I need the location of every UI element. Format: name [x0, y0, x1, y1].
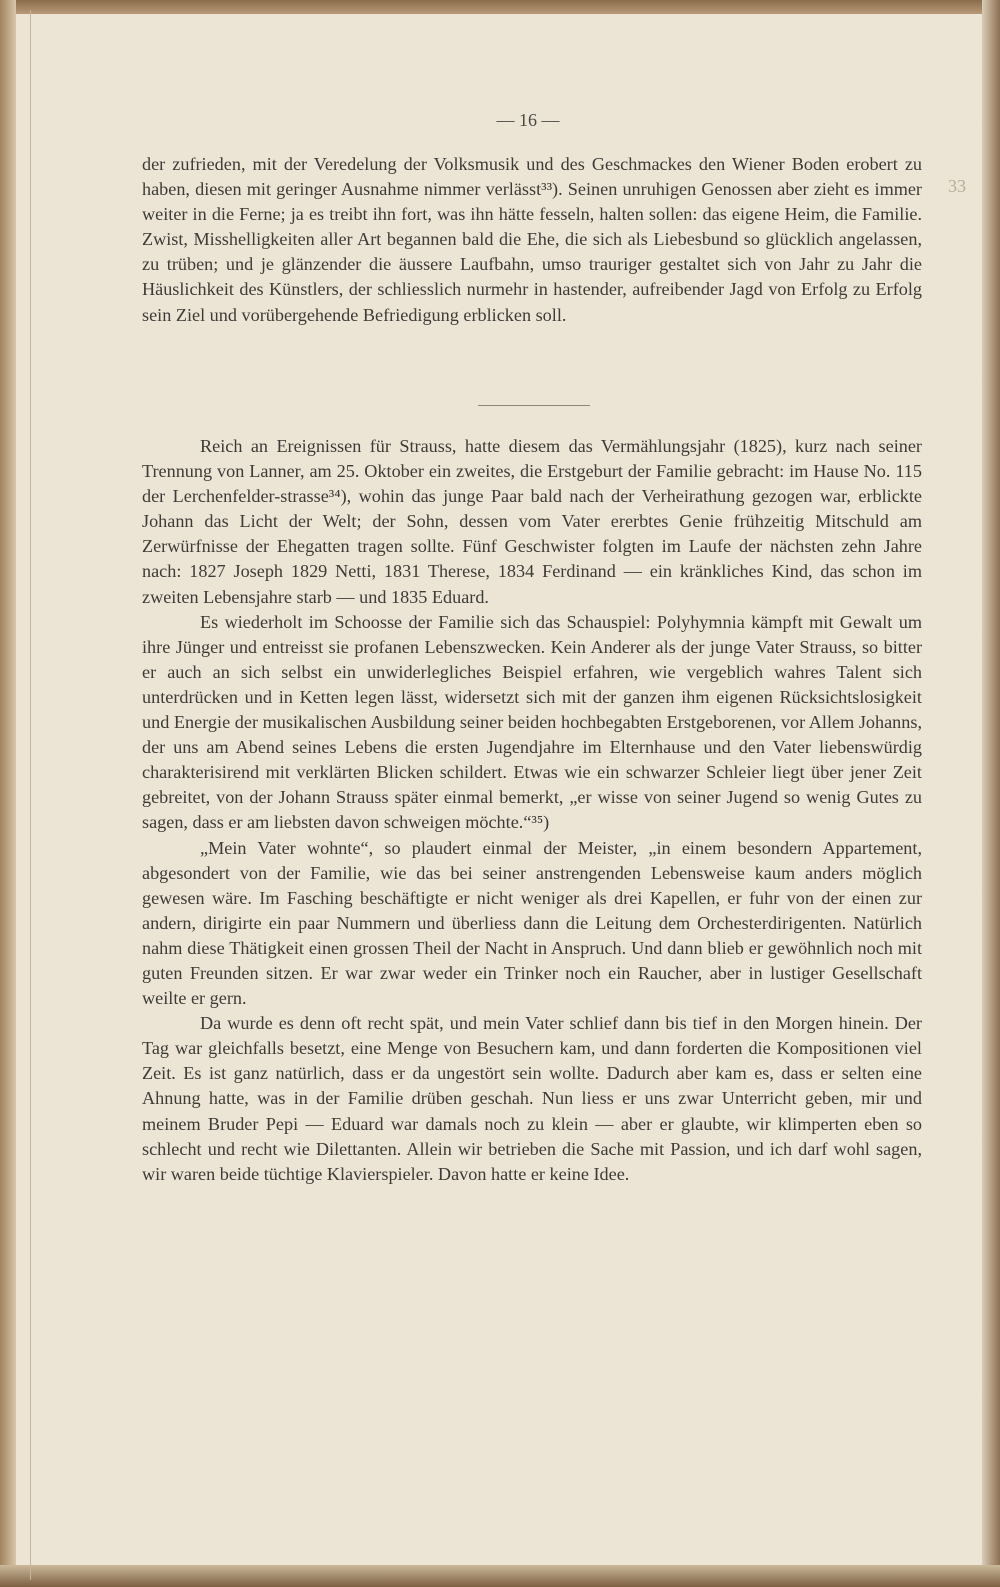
page-edge-right: [982, 0, 1000, 1587]
margin-rule: [30, 10, 31, 1580]
paragraph: Es wiederholt im Schoosse der Familie sich das Schauspiel: Polyhymnia kämpft mit Gewalt um ihre Jünger und entreisst sie profanen Lebenszwecken. Kein Anderer als der junge Vater Strauss, so bitter er auch an sich selbst ein unwiderlegliches Beispiel erfahren, wie vergeblich wahres Talent sich unterdrücken und in Ketten legen lässt, widersetzt sich mit der ganzen ihm eigenen Rücksichtslosigkeit und Energie der musikalischen Ausbildung seiner beiden hochbegabten Erstgeborenen, vor Allem Johanns, der uns am Abend seines Lebens die ersten Jugendjahre im Elternhause und den Vater liebenswürdig charakterisirend mit verklärten Blicken schildert. Etwas wie ein schwarzer Schleier liegt über jener Zeit gebreitet, von der Johann Strauss später einmal bemerkt, „er wisse von seiner Jugend so wenig Gutes zu sagen, dass er am liebsten davon schweigen möchte.“³⁵): [142, 611, 922, 833]
page-edge-top: [0, 0, 1000, 14]
margin-note: 33: [948, 176, 966, 196]
section-divider: [478, 405, 590, 406]
paragraph: Da wurde es denn oft recht spät, und mein Vater schlief dann bis tief in den Morgen hinein. Der Tag war gleichfalls besetzt, eine Menge von Besuchern kam, und dann forderten die Kompositionen viel Zeit. Es ist ganz natürlich, dass er da ungestört sein wollte. Dadurch aber kam es, dass er selten eine Ahnung hatte, was in der Familie drüben geschah. Nun liess er uns zwar Unterricht geben, mir und meinem Bruder Pepi — Eduard war damals noch zu klein — aber er glaubte, wir klimperten eben so schlecht und recht wie Dilettanten. Allein wir betrieben die Sache mit Passion, und ich darf wohl sagen, wir waren beide tüchtige Klavierspieler. Davon hatte er keine Idee.: [142, 1013, 922, 1184]
paragraph: Reich an Ereignissen für Strauss, hatte diesem das Vermählungsjahr (1825), kurz nach seiner Trennung von Lanner, am 25. Oktober ein zweites, die Erstgeburt der Familie gebracht: im Hause No. 115 der Lerchenfelder-strasse³⁴), wohin das junge Paar bald nach der Verheirathung gezogen war, erblickte Johann das Licht der Welt; der Sohn, dessen vom Vater ererbtes Genie frühzeitig Mitschuld am Zerwürfnisse der Ehegatten tragen sollte. Fünf Geschwister folgten im Laufe der nächsten zehn Jahre nach: 1827 Joseph 1829 Netti, 1831 Therese, 1834 Ferdinand — ein kränkliches Kind, das schon im zweiten Lebensjahre starb — und 1835 Eduard.: [142, 436, 922, 607]
page-number: — 16 —: [496, 110, 560, 130]
page-edge-left: [0, 0, 16, 1587]
paragraph: der zufrieden, mit der Veredelung der Volksmusik und des Geschmackes den Wiener Boden erobert zu haben, diesen mit geringer Ausnahme nimmer verlässt³³). Seinen unruhigen Genossen aber zieht es immer weiter in die Ferne; ja es treibt ihn fort, was ihn hätte fesseln, halten sollen: das eigene Heim, die Familie. Zwist, Misshelligkeiten aller Art begannen bald die Ehe, die sich als Liebesbund so glücklich angelassen, zu trüben; und je glänzender die äussere Laufbahn, umso trauriger gestaltet sich von Jahr zu Jahr die Häuslichkeit des Künstlers, der schliesslich nurmehr in hastender, aufreibender Jagd von Erfolg zu Erfolg sein Ziel und vorübergehende Befriedigung erblicken soll.: [142, 154, 922, 325]
paragraph: „Mein Vater wohnte“, so plaudert einmal der Meister, „in einem besondern Appartement, abgesondert von der Familie, wie das bei seiner anstrengenden Lebensweise kaum anders möglich gewesen wäre. Im Fasching beschäftigte er nicht weniger als drei Kapellen, er fuhr von der einen zur andern, dirigirte ein paar Nummern und überliess dann die Leitung dem Orchesterdirigenten. Natürlich nahm diese Thätigkeit einen grossen Theil der Nacht in Anspruch. Und dann blieb er gewöhnlich noch mit guten Freunden sitzen. Er war zwar weder ein Trinker noch ein Raucher, aber in lustiger Gesellschaft weilte er gern.: [142, 837, 922, 1009]
text-block-top: [142, 152, 922, 328]
page-edge-bottom: [0, 1565, 1000, 1587]
text-block-main: [142, 434, 922, 1187]
